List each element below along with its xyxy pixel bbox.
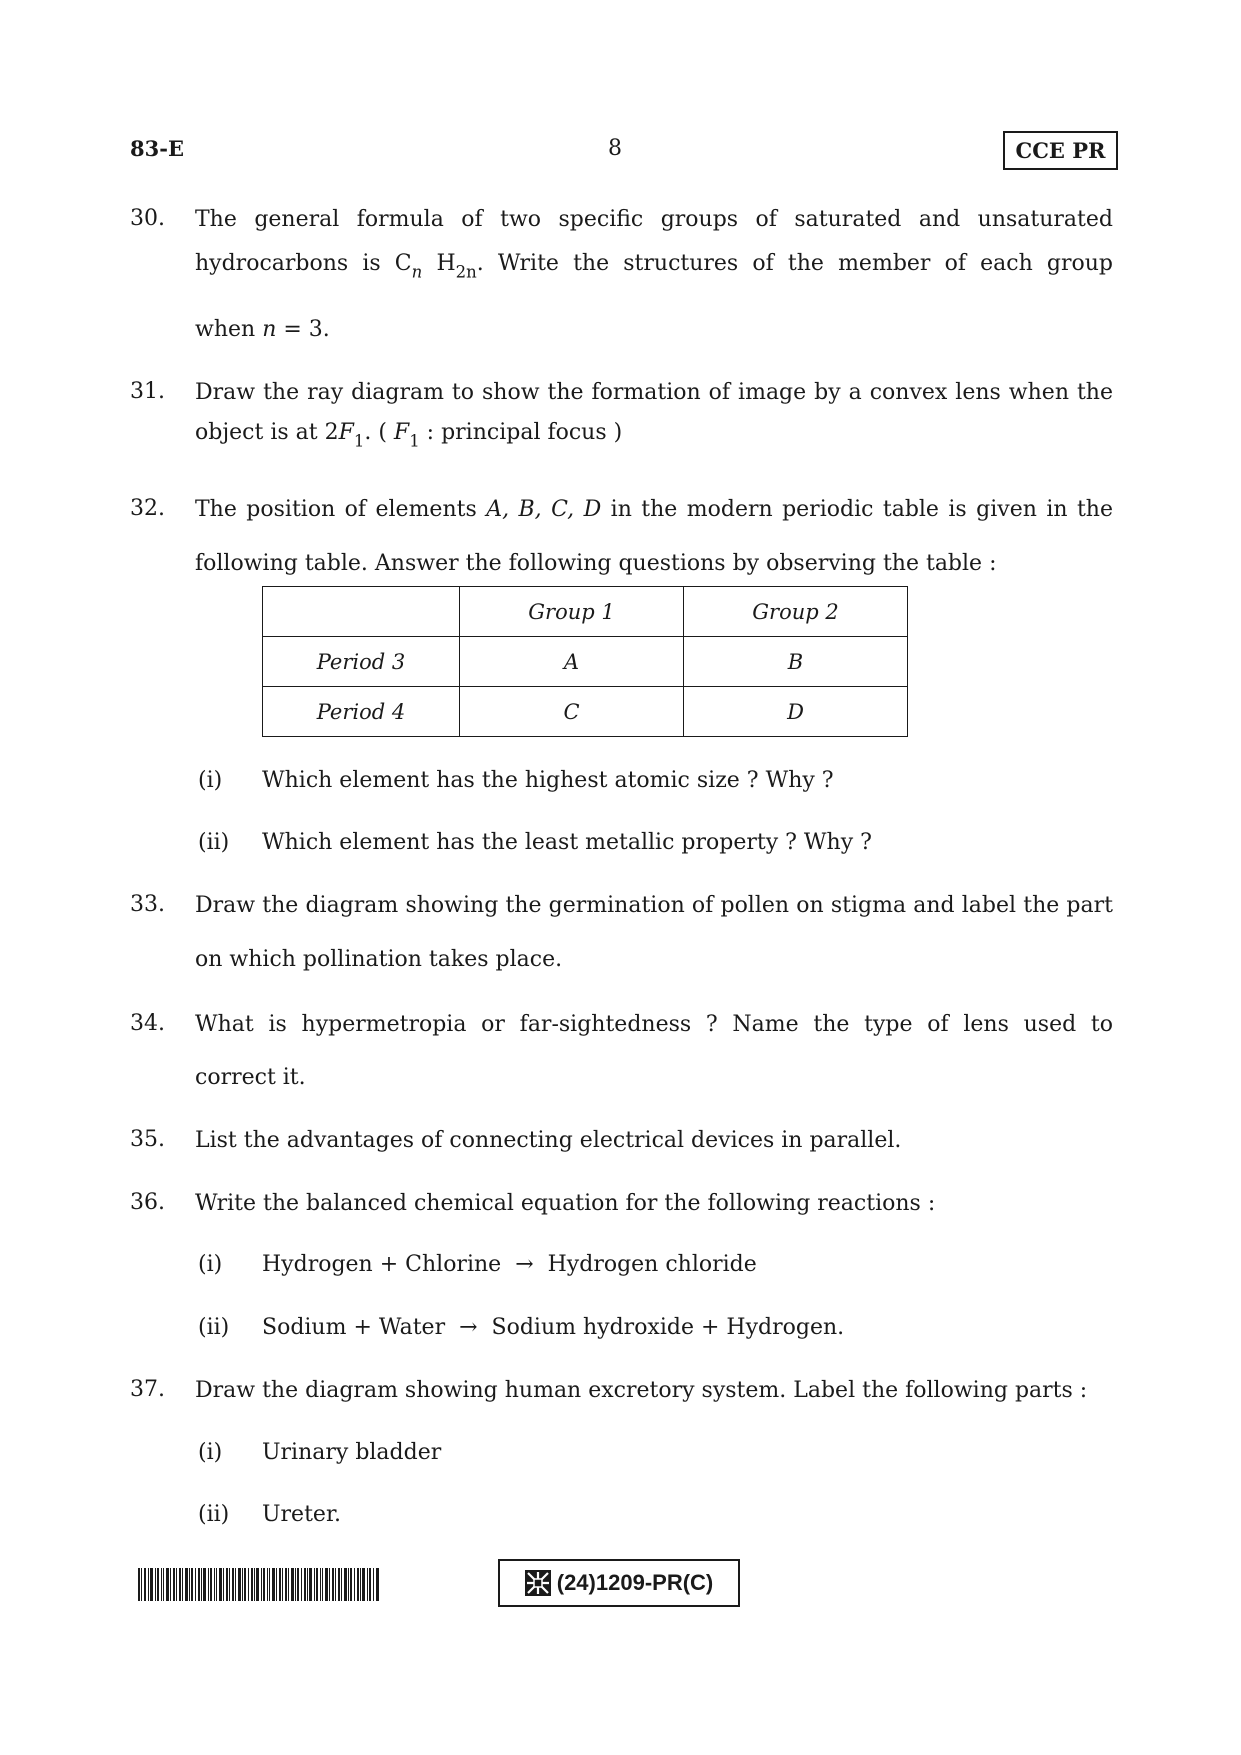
q32-line2: following table. Answer the following questions by observing the table :: [195, 551, 997, 576]
q35-number: 35.: [130, 1127, 165, 1152]
arrow-icon: →: [459, 1315, 478, 1340]
q32-part-text: Which element has the highest atomic size ? Why ?: [262, 768, 834, 793]
q37-part-text: Urinary bladder: [262, 1440, 442, 1465]
paper-code: 83-E: [130, 136, 184, 161]
q31-line1: Draw the ray diagram to show the formation of image by a convex lens when the: [195, 380, 1113, 405]
q37-number: 37.: [130, 1377, 165, 1402]
q36-part-number: (i): [198, 1252, 223, 1277]
table-header-row: [263, 587, 908, 637]
q32-line1: The position of elements A, B, C, D in the modern periodic table is given in the: [195, 497, 1113, 522]
q30-line1: The general formula of two specific groups of saturated and unsaturated: [195, 207, 1113, 232]
q33-line1: Draw the diagram showing the germination of pollen on stigma and label the part: [195, 893, 1113, 918]
q34-line2: correct it.: [195, 1065, 306, 1090]
q31-number: 31.: [130, 379, 165, 404]
q30-sub-2n: 2n: [455, 262, 477, 282]
q32-part-text: Which element has the least metallic property ? Why ?: [262, 830, 872, 855]
q36-part-equation: Hydrogen + Chlorine → Hydrogen chloride: [262, 1252, 757, 1277]
table-cell: Group 1: [460, 587, 684, 637]
periodic-table: [262, 586, 908, 737]
series-box: [1003, 131, 1118, 170]
q37-text: Draw the diagram showing human excretory system. Label the following parts :: [195, 1378, 1088, 1403]
q37-part-number: (ii): [198, 1502, 230, 1527]
q32-number: 32.: [130, 496, 165, 521]
q30-line3: when n = 3.: [195, 317, 330, 342]
q30-number: 30.: [130, 206, 165, 231]
q30-sub-n: n: [411, 262, 423, 282]
q32-part-number: (ii): [198, 830, 230, 855]
barcode-image: [138, 1568, 379, 1601]
table-cell: Period 4: [263, 687, 460, 737]
table-cell: B: [684, 637, 908, 687]
page-number: 8: [608, 136, 622, 161]
q30-line2: hydrocarbons is $C_n$ $H_{2n}$. Write the structures of the member of each group: [195, 251, 1113, 282]
q32-part-number: (i): [198, 768, 223, 793]
table-cell: D: [684, 687, 908, 737]
arrow-icon: →: [515, 1252, 534, 1277]
table-cell: A: [460, 637, 684, 687]
q36-part-equation: Sodium + Water → Sodium hydroxide + Hydrogen.: [262, 1315, 845, 1340]
q34-line1: What is hypermetropia or far-sightedness ? Name the type of lens used to: [195, 1012, 1113, 1037]
table-row: [263, 637, 908, 687]
q37-part-text: Ureter.: [262, 1502, 342, 1527]
table-cell: C: [460, 687, 684, 737]
q33-line2: on which pollination takes place.: [195, 947, 563, 972]
q36-number: 36.: [130, 1190, 165, 1215]
table-row: [263, 687, 908, 737]
q34-number: 34.: [130, 1011, 165, 1036]
stamp-icon: [525, 1570, 551, 1596]
series-label: CCE PR: [1015, 138, 1106, 163]
footer-code: (24)1209-PR(C): [556, 1570, 714, 1595]
q37-part-number: (i): [198, 1440, 223, 1465]
table-cell: [263, 587, 460, 637]
q36-text: Write the balanced chemical equation for the following reactions :: [195, 1191, 936, 1216]
q33-number: 33.: [130, 892, 165, 917]
q36-part-number: (ii): [198, 1315, 230, 1340]
table-cell: Period 3: [263, 637, 460, 687]
footer-code-box: [498, 1559, 740, 1607]
q35-text: List the advantages of connecting electrical devices in parallel.: [195, 1128, 902, 1153]
table-cell: Group 2: [684, 587, 908, 637]
q31-line2: object is at $2F_1$. ( $F_1$ : principal focus ): [195, 420, 623, 451]
